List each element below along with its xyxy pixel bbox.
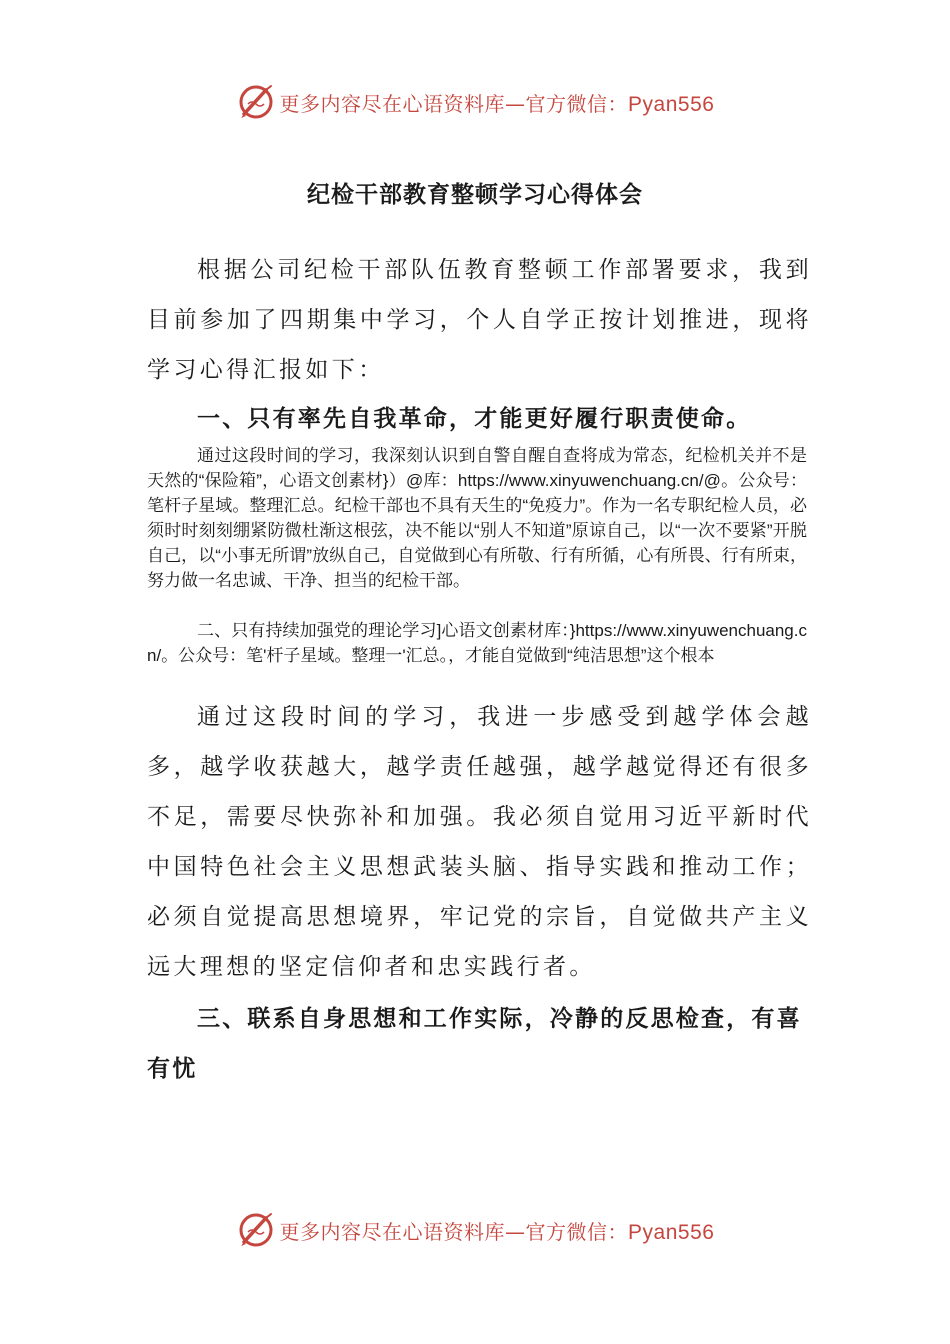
section-heading-1: 一、只有率先自我革命，才能更好履行职责使命。 — [197, 406, 752, 432]
header-banner-text: 更多内容尽在心语资料库—官方微信：Pyan556 — [279, 91, 715, 116]
section-1-paragraph: 通过这段时间的学习，我深刻认识到自警自醒自查将成为常态，纪检机关并不是天然的“保险箱”，心语文创素材}）@库：https://www.xinyuwenchuang.cn/@。公众号：笔杆子星域。整理汇总。纪检干部也不具有天生的“免疫力”。作为一名专职纪检人员，必须时时刻刻绷紧防微杜渐这根弦，决不能以“别人不知道”原谅自己，以“一次不要紧”开脱自己，以“小事无所谓”放纵自己，自觉做到心有所敬、行有所循，心有所畏、行有所束，努力做一名忠诚、干净、担当的纪检干部。 — [147, 446, 807, 590]
footer-banner-text: 更多内容尽在心语资料库—官方微信：Pyan556 — [279, 1219, 715, 1244]
footer-banner — [0, 1208, 950, 1252]
wechat-id: Pyan556 — [628, 1220, 715, 1244]
section-2-paragraph: 通过这段时间的学习，我进一步感受到越学体会越多，越学收获越大，越学责任越强，越学越觉得还有很多不足，需要尽快弥补和加强。我必须自觉用习近平新时代中国特色社会主义思想武装头脑、指导实践和推动工作；必须自觉提高思想境界，牢记党的宗旨，自觉做共产主义远大理想的坚定信仰者和忠实践行者。 — [147, 704, 812, 980]
section-2-heading-paragraph: 二、只有持续加强党的理论学习]心语文创素材库：}https://www.xinyuwenchuang.cn/。公众号：笔'杆子星域。整理一'汇总。，才能自觉做到“纯洁思想”这个根本 — [147, 621, 807, 665]
pen-logo-icon — [236, 1210, 276, 1250]
header-banner — [0, 80, 950, 124]
document-title: 纪检干部教育整顿学习心得体会 — [307, 182, 643, 208]
pen-logo-icon — [236, 82, 276, 122]
intro-paragraph: 根据公司纪检干部队伍教育整顿工作部署要求，我到目前参加了四期集中学习，个人自学正按计划推进，现将学习心得汇报如下： — [147, 257, 812, 383]
wechat-id: Pyan556 — [628, 92, 715, 116]
section-heading-3: 三、联系自身思想和工作实际，冷静的反思检查，有喜有忧 — [147, 1006, 802, 1082]
